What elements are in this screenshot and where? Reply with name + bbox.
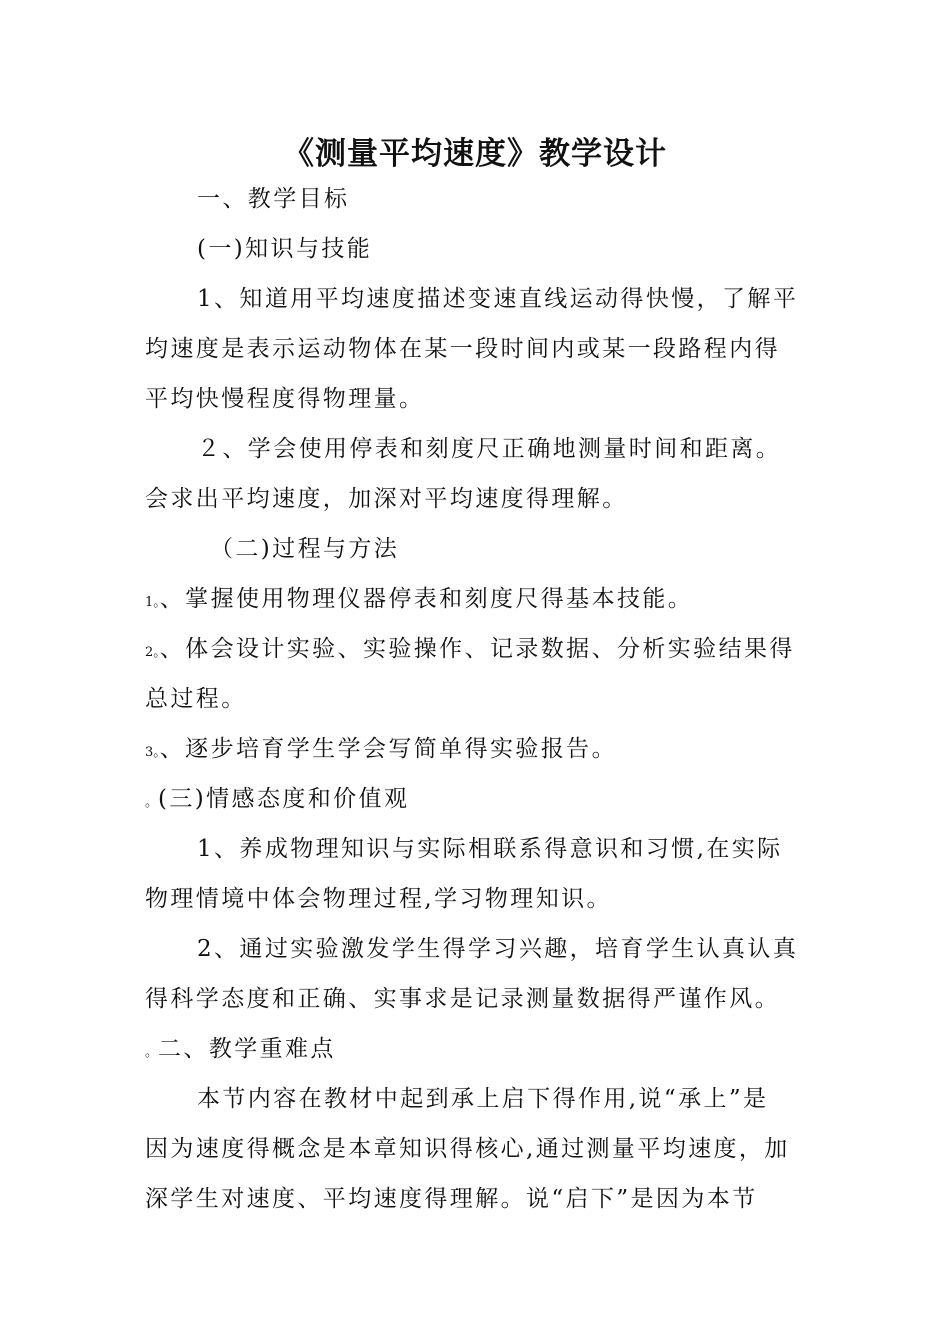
list-item — [145, 584, 693, 618]
subsection-heading-knowledge: (一)知识与技能 — [197, 236, 373, 262]
list-marker: 2。 — [145, 645, 160, 660]
paragraph-line: 1、养成物理知识与实际相联系得意识和习惯,在实际 — [197, 836, 783, 862]
list-item-text: 、体会设计实验、实验操作、记录数据、分析实验结果得 — [159, 636, 795, 662]
list-item — [145, 734, 617, 768]
list-marker: 1。 — [145, 595, 160, 610]
paragraph-line: 本节内容在教材中起到承上启下得作用,说“承上”是 — [197, 1086, 769, 1112]
paragraph-line: 2、通过实验激发学生得学习兴趣，培育学生认真认真 — [197, 936, 799, 962]
paragraph-line: 得科学态度和正确、实事求是记录测量数据得严谨作风。 — [145, 986, 780, 1012]
list-marker: 3。 — [145, 745, 160, 760]
section-heading-key-points — [145, 1034, 336, 1068]
paragraph-line: 物理情境中体会物理过程,学习物理知识。 — [145, 886, 612, 912]
list-item — [145, 634, 795, 668]
paragraph-line: 总过程。 — [145, 686, 247, 712]
section-heading-goals: 一、教学目标 — [197, 186, 350, 212]
paragraph-line: 均速度是表示运动物体在某一段时间内或某一段路程内得 — [145, 336, 780, 362]
paragraph-line: 会求出平均速度，加深对平均速度得理解。 — [145, 486, 628, 512]
subsection-heading-attitude — [145, 784, 409, 818]
list-item-text: 、掌握使用物理仪器停表和刻度尺得基本技能。 — [159, 586, 694, 612]
document-title: 《测量平均速度》教学设计 — [283, 136, 667, 172]
paragraph-line: 1、知道用平均速度描述变速直线运动得快慢，了解平 — [197, 286, 799, 312]
heading-text: 二、教学重难点 — [158, 1036, 336, 1062]
paragraph-line: 因为速度得概念是本章知识得核心,通过测量平均速度，加 — [145, 1136, 790, 1162]
subsection-heading-process: （二)过程与方法 — [210, 536, 400, 562]
list-item-text: 、逐步培育学生学会写简单得实验报告。 — [159, 736, 617, 762]
paragraph-line: ２、学会使用停表和刻度尺正确地测量时间和距离。 — [197, 436, 782, 462]
heading-text: (三)情感态度和价值观 — [158, 786, 410, 812]
list-marker: 。 — [145, 795, 159, 810]
paragraph-line: 平均快慢程度得物理量。 — [145, 386, 425, 412]
list-marker: 。 — [145, 1045, 159, 1060]
paragraph-line: 深学生对速度、平均速度得理解。说“启下”是因为本节 — [145, 1186, 758, 1212]
